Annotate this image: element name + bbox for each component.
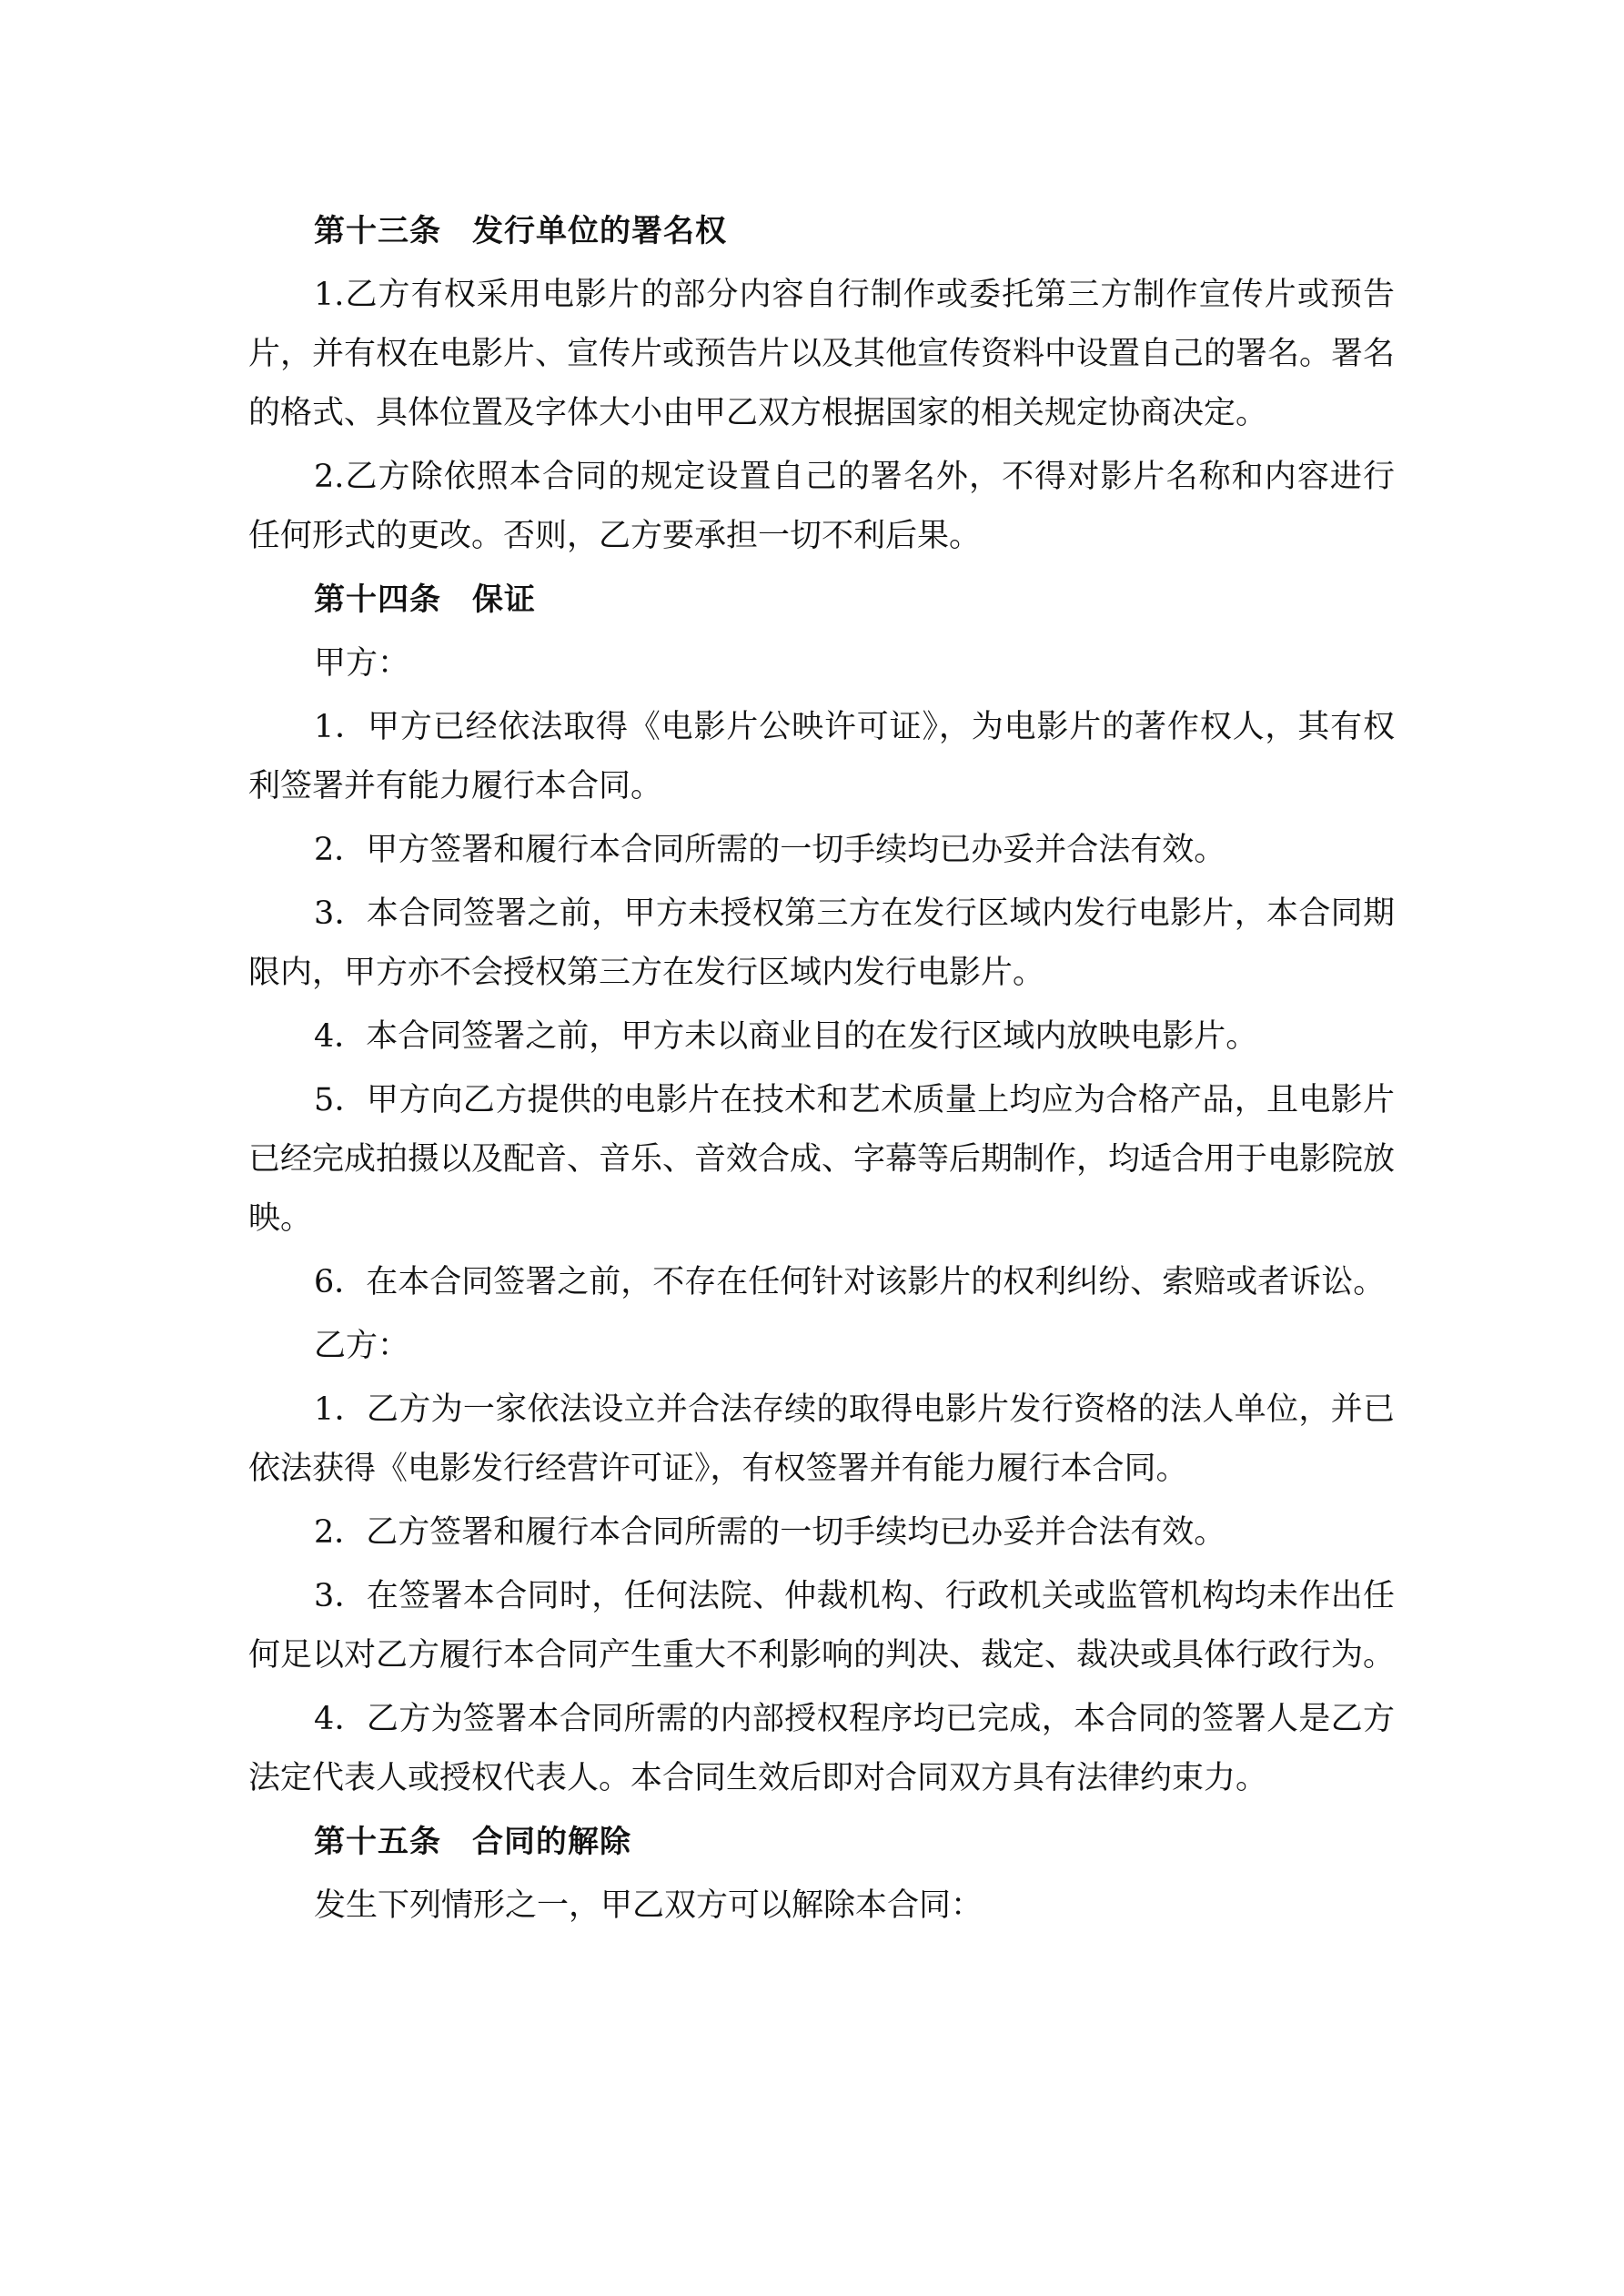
article-13-paragraph-2: 2.乙方除依照本合同的规定设置自己的署名外，不得对影片名称和内容进行任何形式的更改。否则，乙方要承担一切不利后果。 [248, 459, 1395, 554]
article-14-title: 保证 [472, 582, 536, 618]
party-a-item-5: 5．甲方向乙方提供的电影片在技术和艺术质量上均应为合格产品，且电影片已经完成拍摄以及配音、音乐、音效合成、字幕等后期制作，均适合用于电影院放映。 [248, 1082, 1396, 1237]
article-13-paragraph-1: 1.乙方有权采用电影片的部分内容自行制作或委托第三方制作宣传片或预告片，并有权在电影片、宣传片或预告片以及其他宣传资料中设置自己的署名。署名的格式、具体位置及字体大小由甲乙双方根据国家的相关规定协商决定。 [248, 277, 1396, 431]
article-15-intro: 发生下列情形之一，甲乙双方可以解除本合同： [314, 1887, 983, 1924]
party-a-item-4: 4．本合同签署之前，甲方未以商业目的在发行区域内放映电影片。 [314, 1018, 1258, 1055]
party-b-item-4: 4．乙方为签署本合同所需的内部授权程序均已完成，本合同的签署人是乙方法定代表人或授权代表人。本合同生效后即对合同双方具有法律约束力。 [248, 1701, 1395, 1796]
article-15-title: 合同的解除 [472, 1824, 631, 1860]
party-a-item-6: 6．在本合同签署之前，不存在任何针对该影片的权利纠纷、索赔或者诉讼。 [314, 1264, 1386, 1300]
party-a-label: 甲方： [314, 645, 410, 682]
party-b-item-2: 2．乙方签署和履行本合同所需的一切手续均已办妥并合法有效。 [314, 1514, 1226, 1551]
article-14-heading [248, 571, 1395, 630]
article-14-number: 第十四条 [314, 582, 441, 618]
article-13-number: 第十三条 [314, 213, 441, 249]
party-a-item-1: 1．甲方已经依法取得《电影片公映许可证》，为电影片的著作权人，其有权利签署并有能力履行本合同。 [248, 709, 1395, 804]
contract-page [248, 202, 1395, 1940]
party-b-label: 乙方： [314, 1328, 410, 1364]
party-b-item-1: 1．乙方为一家依法设立并合法存续的取得电影片发行资格的法人单位，并已依法获得《电影发行经营许可证》，有权签署并有能力履行本合同。 [248, 1391, 1395, 1487]
party-b-item-3: 3．在签署本合同时，任何法院、仲裁机构、行政机关或监管机构均未作出任何足以对乙方履行本合同产生重大不利影响的判决、裁定、裁决或具体行政行为。 [248, 1578, 1396, 1674]
party-a-item-3: 3．本合同签署之前，甲方未授权第三方在发行区域内发行电影片，本合同期限内，甲方亦不会授权第三方在发行区域内发行电影片。 [248, 895, 1395, 991]
article-15-number: 第十五条 [314, 1824, 441, 1860]
party-a-item-2: 2．甲方签署和履行本合同所需的一切手续均已办妥并合法有效。 [314, 832, 1226, 868]
article-15-heading [248, 1813, 1395, 1872]
article-13-title: 发行单位的署名权 [472, 213, 727, 249]
article-13-heading [248, 202, 1395, 261]
